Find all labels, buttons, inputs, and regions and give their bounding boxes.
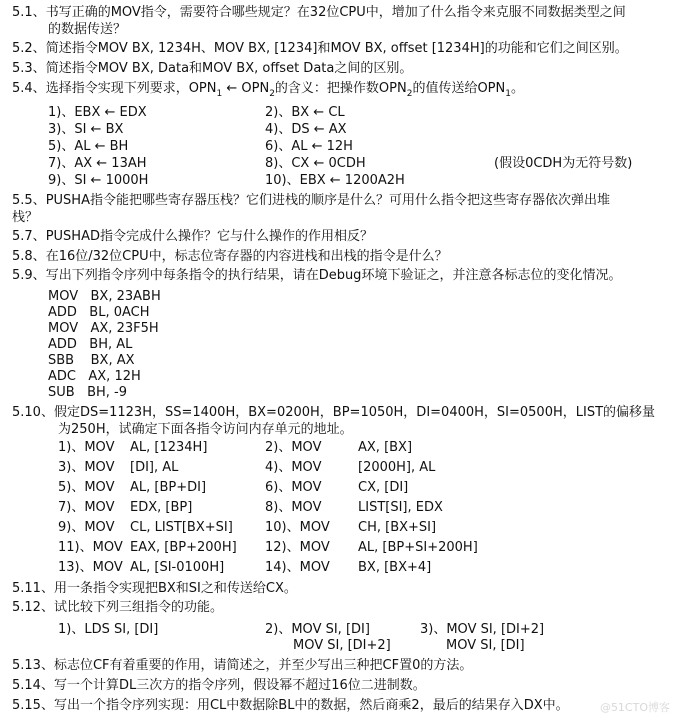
question-text: PUSHA指令能把哪些寄存器压栈？它们进栈的顺序是什么？可用什么指令把这些寄存器依次弹出堆	[45, 193, 610, 208]
question-number: 5.8、	[12, 249, 46, 264]
question-number: 5.1、	[12, 5, 46, 20]
q10-item-label: 10)、MOV	[265, 520, 330, 535]
question-number: 5.15、	[12, 698, 54, 713]
question-number: 5.11、	[12, 581, 54, 596]
question-5-9	[12, 268, 621, 284]
question-number: 5.3、	[12, 61, 46, 76]
q10-item-label: 3)、MOV	[58, 460, 115, 475]
question-5-1-cont: 的数据传送？	[48, 22, 127, 37]
code-line: SBB BX, AX	[48, 353, 135, 368]
q10-item-label: 7)、MOV	[58, 500, 115, 515]
q10-item-operand: BX, [BX+4]	[358, 560, 432, 575]
question-5-13	[12, 658, 472, 674]
question-text: 假定DS=1123H，SS=1400H，BX=0200H，BP=1050H，DI=0400H，SI=0500H，LIST的偏移量	[53, 405, 656, 420]
q10-item-operand: CH, [BX+SI]	[358, 520, 437, 535]
q10-item-operand: AX, [BX]	[358, 440, 413, 455]
q10-item-label: 11)、MOV	[58, 540, 123, 555]
q4-item: 5)、AL ← BH	[48, 139, 129, 154]
question-text: 用一条指令实现把BX和SI之和传送给CX。	[53, 581, 297, 596]
question-text: ← OPN	[222, 81, 270, 96]
q10-item-label: 13)、MOV	[58, 560, 123, 575]
q10-item-operand: EAX, [BP+200H]	[130, 540, 237, 555]
code-line: ADC AX, 12H	[48, 369, 141, 384]
q10-item-label: 5)、MOV	[58, 480, 115, 495]
q4-item: 1)、EBX ← EDX	[48, 105, 147, 120]
question-5-11	[12, 581, 297, 597]
q10-item-label: 9)、MOV	[58, 520, 115, 535]
question-text: 写出一个指令序列实现：用CL中数据除BL中的数据，然后商乘2，最后的结果存入DX中。	[53, 698, 569, 713]
q10-item-operand: EDX, [BP]	[130, 500, 193, 515]
q4-item: 4)、DS ← AX	[265, 122, 347, 137]
question-5-5	[12, 193, 610, 209]
q12-option: MOV SI, [DI]	[446, 638, 525, 653]
q4-item: 8)、CX ← 0CDH	[265, 156, 366, 171]
q10-item-label: 14)、MOV	[265, 560, 330, 575]
question-5-15	[12, 698, 569, 714]
q10-item-operand: CL, LIST[BX+SI]	[130, 520, 233, 535]
subscript: 1	[216, 89, 223, 99]
question-text: 书写正确的MOV指令，需要符合哪些规定？在32位CPU中，增加了什么指令来克服不同数据类型之间	[45, 5, 626, 20]
question-5-1	[12, 5, 626, 21]
question-text: 选择指令实现下列要求，OPN	[45, 81, 217, 96]
question-5-10-cont: 为250H，试确定下面各指令访问内存单元的地址。	[58, 422, 353, 437]
code-line: ADD BH, AL	[48, 337, 133, 352]
question-number: 5.9、	[12, 268, 46, 283]
q10-item-label: 1)、MOV	[58, 440, 115, 455]
q10-item-operand: AL, [BP+SI+200H]	[358, 540, 478, 555]
question-5-4	[12, 81, 524, 98]
question-5-5-cont: 栈？	[12, 210, 39, 225]
question-number: 5.14、	[12, 678, 54, 693]
question-text: 试比较下列三组指令的功能。	[53, 600, 223, 615]
q10-item-operand: [2000H], AL	[358, 460, 436, 475]
q10-item-label: 4)、MOV	[265, 460, 322, 475]
question-5-14	[12, 678, 426, 694]
question-text: PUSHAD指令完成什么操作？它与什么操作的作用相反？	[45, 229, 373, 244]
question-5-3	[12, 61, 412, 77]
subscript: 2	[269, 89, 275, 99]
q4-item: 9)、SI ← 1000H	[48, 173, 149, 188]
q12-option: 3)、MOV SI, [DI+2]	[420, 622, 545, 637]
question-number: 5.10、	[12, 405, 54, 420]
q4-item: 6)、AL ← 12H	[265, 139, 353, 154]
q12-option: 1)、LDS SI, [DI]	[58, 622, 159, 637]
q10-item-operand: [DI], AL	[130, 460, 179, 475]
question-number: 5.4、	[12, 81, 46, 96]
question-5-10	[12, 405, 655, 421]
q10-item-label: 2)、MOV	[265, 440, 322, 455]
question-5-7	[12, 229, 373, 245]
question-text: 在16位/32位CPU中，标志位寄存器的内容进栈和出栈的指令是什么？	[45, 249, 448, 264]
question-text: 简述指令MOV BX, Data和MOV BX, offset Data之间的区别。	[45, 61, 413, 76]
code-line: MOV AX, 23F5H	[48, 321, 159, 336]
subscript: 1	[505, 89, 511, 99]
question-text: 写一个计算DL三次方的指令序列，假设幂不超过16位二进制数。	[53, 678, 426, 693]
question-text: 标志位CF有着重要的作用，请简述之，并至少写出三种把CF置0的方法。	[53, 658, 473, 673]
q10-item-label: 6)、MOV	[265, 480, 322, 495]
question-5-2	[12, 41, 628, 57]
question-number: 5.13、	[12, 658, 54, 673]
question-5-8	[12, 249, 448, 265]
q4-item: 2)、BX ← CL	[265, 105, 345, 120]
question-text: 简述指令MOV BX, 1234H、MOV BX, [1234]和MOV BX, offset [1234H]的功能和它们之间区别。	[45, 41, 628, 56]
q4-item: 3)、SI ← BX	[48, 122, 124, 137]
question-5-12	[12, 600, 223, 616]
q10-item-operand: AL, [1234H]	[130, 440, 208, 455]
question-text: 的值传送给OPN	[412, 81, 506, 96]
code-line: ADD BL, 0ACH	[48, 305, 150, 320]
q10-item-label: 12)、MOV	[265, 540, 330, 555]
question-text: 的含义：把操作数OPN	[274, 81, 407, 96]
question-number: 5.5、	[12, 193, 46, 208]
q4-item: 7)、AX ← 13AH	[48, 156, 147, 171]
watermark: @51CTO博客	[599, 701, 670, 714]
q12-option: 2)、MOV SI, [DI]	[265, 622, 370, 637]
question-number: 5.12、	[12, 600, 54, 615]
q4-note: (假设0CDH为无符号数)	[494, 156, 633, 171]
question-text: 。	[510, 81, 524, 96]
q12-option: MOV SI, [DI+2]	[293, 638, 391, 653]
q10-item-operand: LIST[SI], EDX	[358, 500, 443, 515]
code-line: SUB BH, -9	[48, 385, 128, 400]
q10-item-operand: CX, [DI]	[358, 480, 409, 495]
q10-item-operand: AL, [SI-0100H]	[130, 560, 225, 575]
q10-item-label: 8)、MOV	[265, 500, 322, 515]
subscript: 2	[406, 89, 413, 99]
question-text: 写出下列指令序列中每条指令的执行结果，请在Debug环境下验证之，并注意各标志位的变化情况。	[45, 268, 622, 283]
q10-item-operand: AL, [BP+DI]	[130, 480, 207, 495]
code-line: MOV BX, 23ABH	[48, 289, 161, 304]
question-number: 5.2、	[12, 41, 46, 56]
q4-item: 10)、EBX ← 1200A2H	[265, 173, 405, 188]
question-number: 5.7、	[12, 229, 46, 244]
